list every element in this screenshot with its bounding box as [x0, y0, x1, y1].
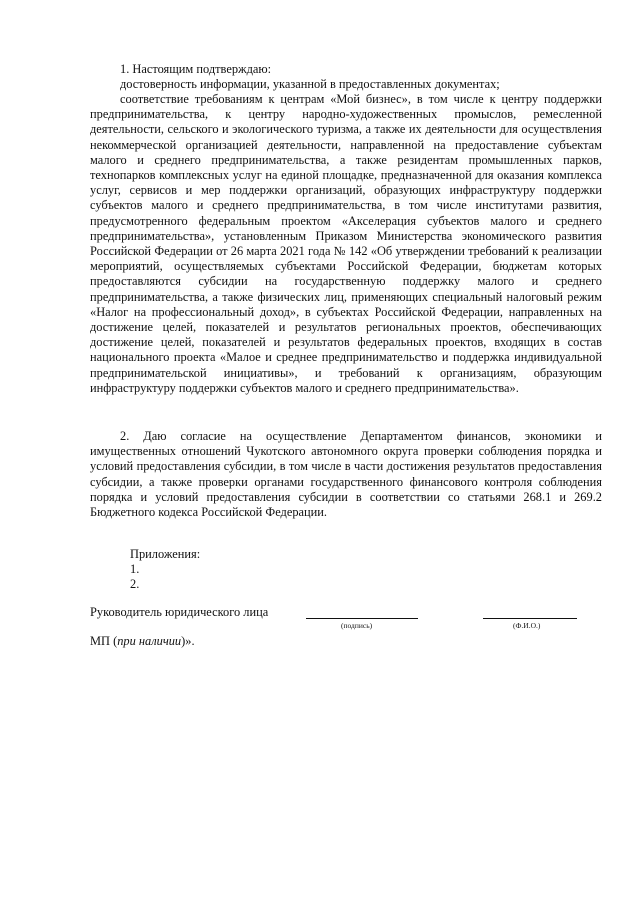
stamp-prefix: МП (	[90, 634, 118, 648]
attachment-item-1: 1.	[130, 562, 140, 576]
attachments-title: Приложения:	[130, 547, 201, 561]
stamp-suffix: )».	[181, 634, 195, 648]
attachment-item-2: 2.	[130, 577, 140, 591]
section-1-item-compliance: соответствие требованиям к центрам «Мой бизнес», в том числе к центру поддержки предпринимательства, к центру народно-художественных промыслов, ремесленной деятельности, сельского и экологического туризма, а также их деятельности для осуществления некоммерческой организацией деятельности, направленной на предоставление субъектам малого и среднего предпринимательства, а также резидентам промышленных парков, технопарков комплексных услуг на единой площадке, предназначенной для оказания комплекса услуг, сервисов и мер поддержки организаций, образующих инфраструктуру поддержки субъектов малого и среднего предпринимательства, в том числе институтами развития, предусмотренного федеральным проектом «Акселерация субъектов малого и среднего предпринимательства», установленным Приказом Министерства экономического развития Российской Федерации от 26 марта 2021 года № 142 «Об утверждении требований к реализации мероприятий, осуществляемых субъектами Российской Федерации, бюджетам которых предоставляются субсидии на государственную поддержку малого и среднего предпринимательства, а также физических лиц, применяющих специальный налоговый режим «Налог на профессиональный доход», в субъектах Российской Федерации, направленных на достижение целей, показателей и результатов региональных проектов, обеспечивающих достижение целей, показателей и результатов федеральных проектов, входящих в состав национального проекта «Малое и среднее предпринимательство и поддержка индивидуальной предпринимательской инициативы», и требований к организациям, образующим инфраструктуру поддержки субъектов малого и среднего предпринимательства».	[90, 92, 602, 395]
stamp-note	[90, 634, 195, 649]
section-1-item-accuracy: достоверность информации, указанной в предоставленных документах;	[120, 77, 500, 91]
name-caption: (Ф.И.О.)	[513, 621, 541, 630]
name-line	[483, 618, 577, 619]
signatory-role-label: Руководитель юридического лица	[90, 605, 269, 619]
section-1-heading: 1. Настоящим подтверждаю:	[120, 62, 272, 76]
signature-caption: (подпись)	[341, 621, 373, 630]
section-2-consent: 2. Даю согласие на осуществление Департаментом финансов, экономики и имущественных отношений Чукотского автономного округа проверки соблюдения порядка и условий предоставления субсидии, в том числе в части достижения результатов предоставления субсидии, а также проверки органами государственного финансового контроля соблюдения порядка и условий предоставления субсидии в соответствии со статьями 268.1 и 269.2 Бюджетного кодекса Российской Федерации.	[90, 429, 602, 520]
signature-line	[306, 618, 418, 619]
stamp-italic-note: при наличии	[117, 634, 182, 648]
